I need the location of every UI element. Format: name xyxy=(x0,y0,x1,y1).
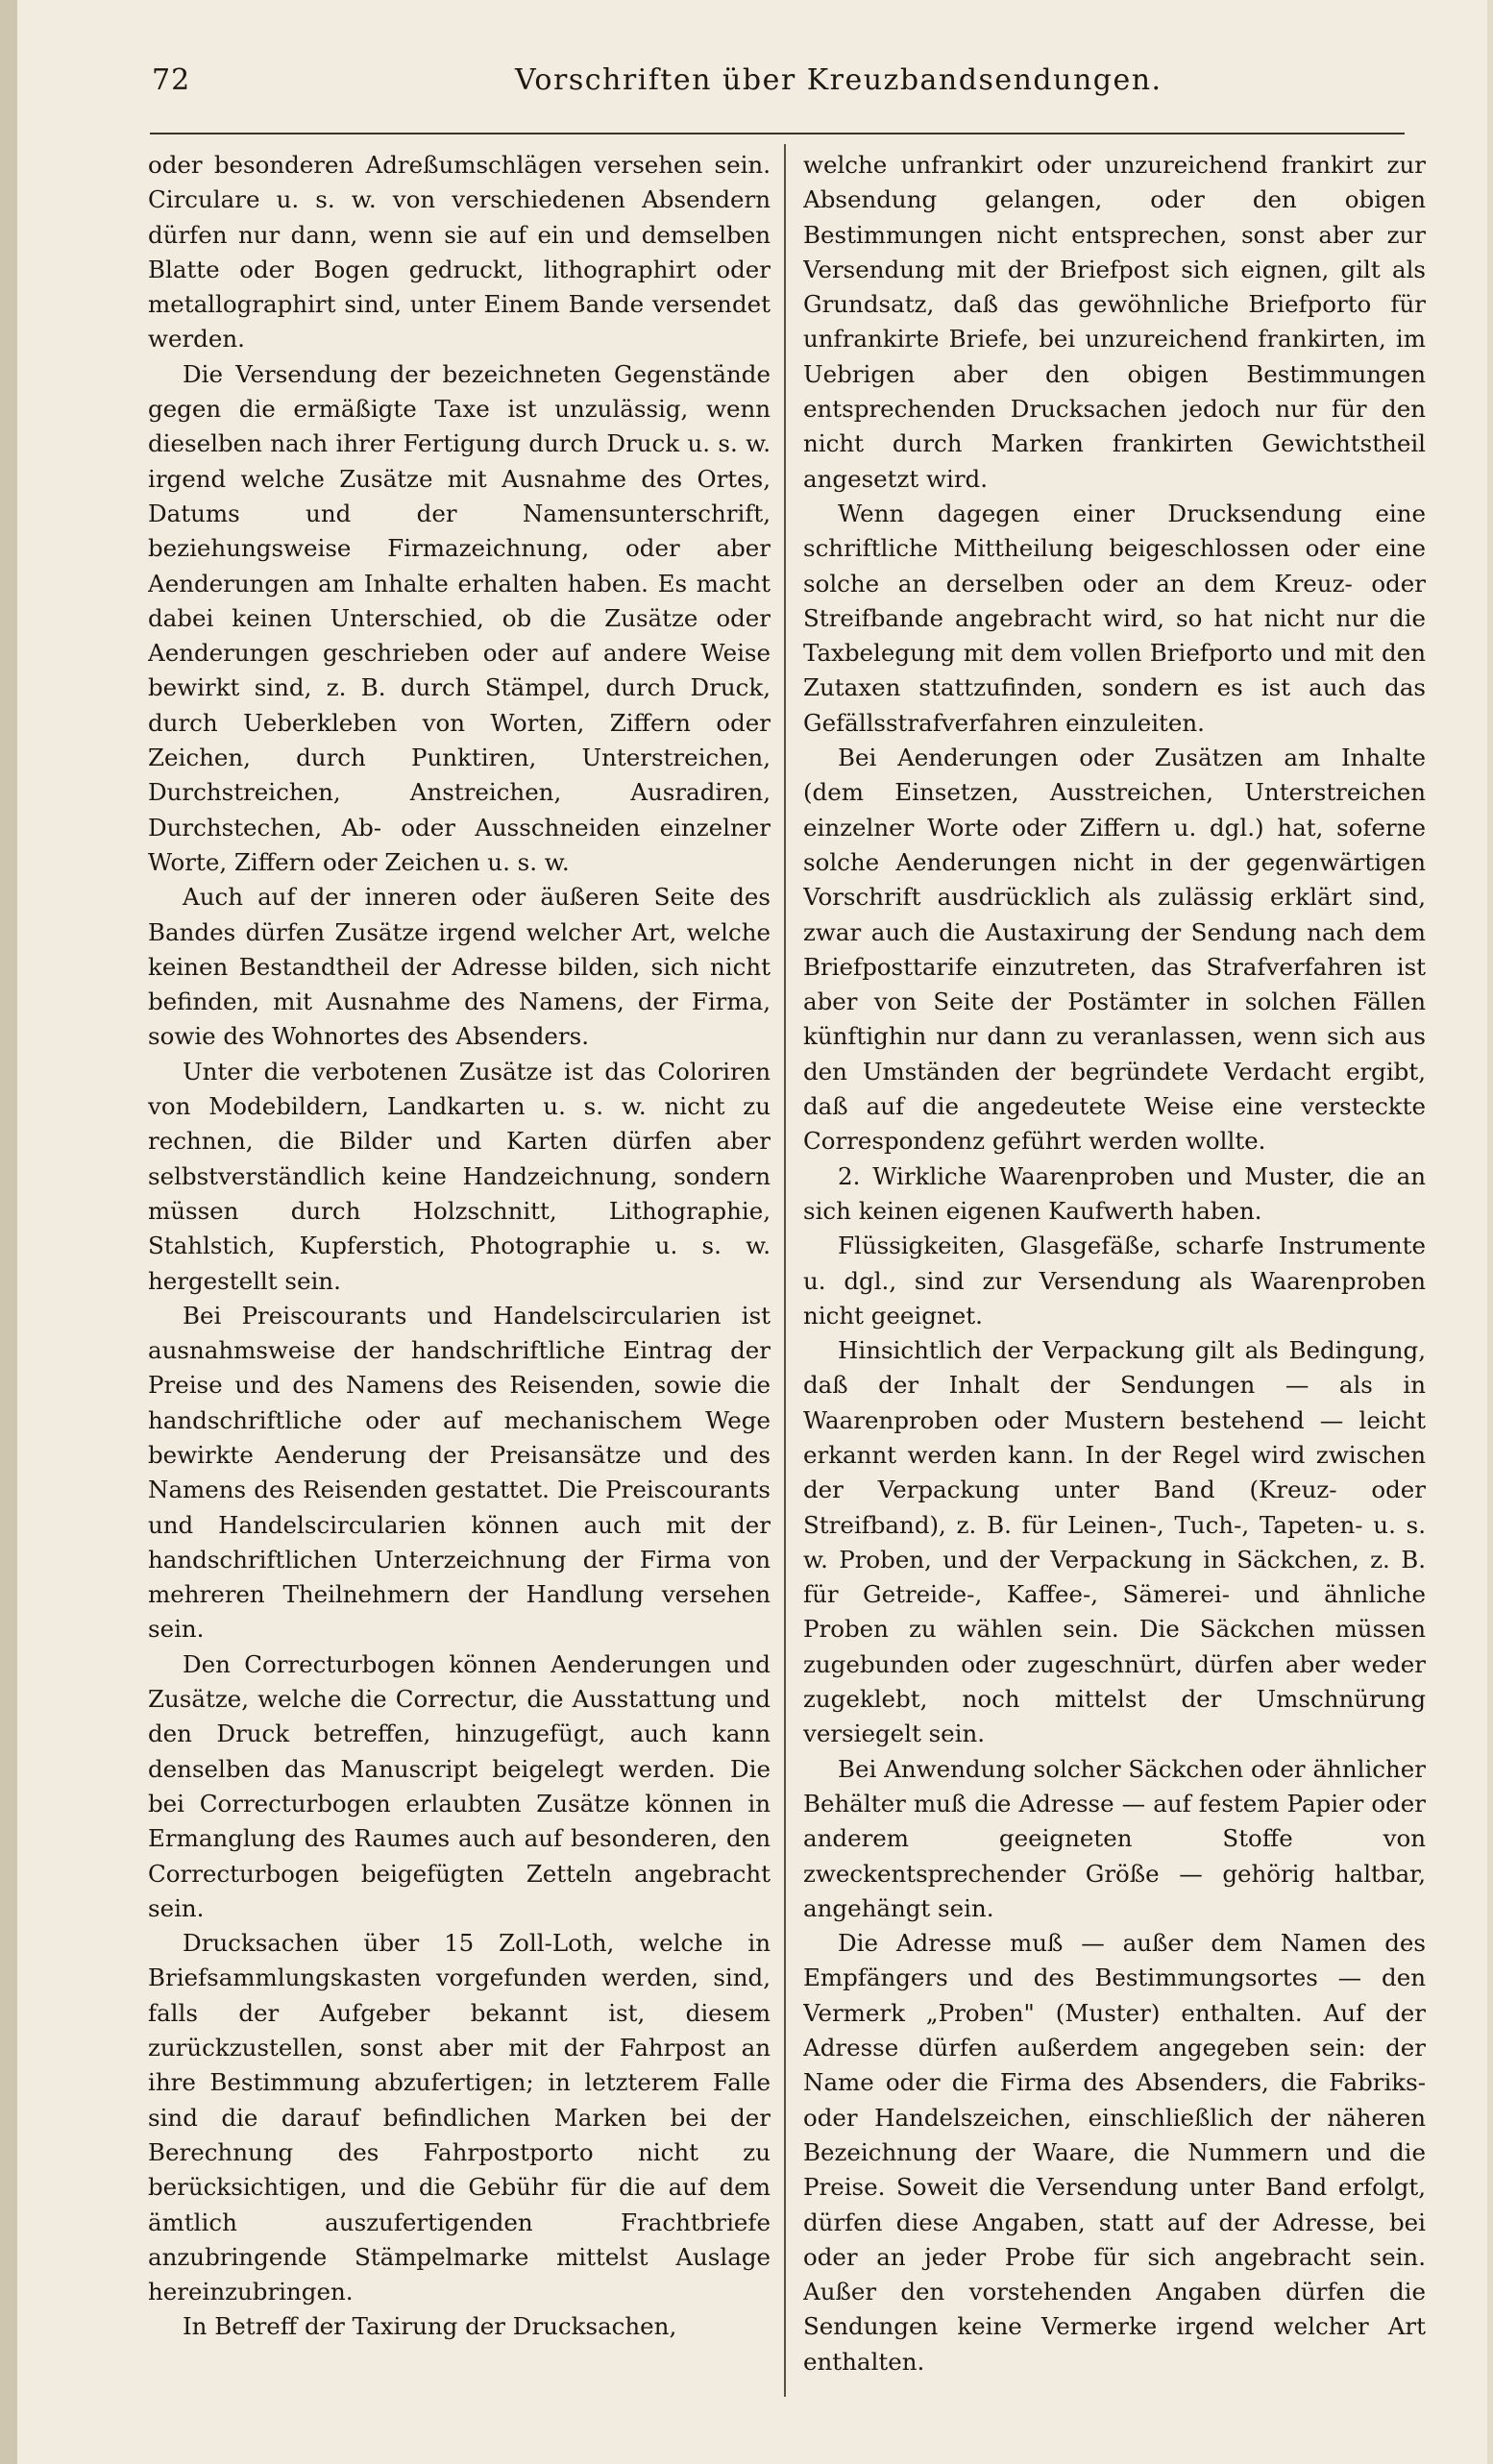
paragraph: Bei Aenderungen oder Zusätzen am Inhalte (dem Einsetzen, Ausstreichen, Unterstreichen einzelner Worte oder Ziffern u. dgl.) hat, soferne solche Aenderungen nicht in der gegenwärtigen Vorschrift ausdrücklich als zulässig erklärt sind, zwar auch die Austaxirung der Sendung nach dem Briefposttarife einzutreten, das Strafverfahren ist aber von Seite der Postämter in solchen Fällen künftighin nur dann zu veranlassen, wenn sich aus den Umständen der begründete Verdacht ergibt, daß auf die angedeutete Weise eine versteckte Correspondenz geführt werden wollte. xyxy=(803,744,1426,1156)
paragraph: welche unfrankirt oder unzureichend frankirt zur Absendung gelangen, oder den obigen Bestimmungen nicht entsprechen, sonst aber zur Versendung mit der Briefpost sich eignen, gilt als Grundsatz, daß das gewöhnliche Briefporto für unfrankirte Briefe, bei unzureichend frankirten, im Uebrigen aber den obigen Bestimmungen entsprechenden Drucksachen jedoch nur für den nicht durch Marken frankirten Gewichtstheil angesetzt wird. xyxy=(803,151,1426,493)
paragraph: Die Adresse muß — außer dem Namen des Empfängers und des Bestimmungsortes — den Vermerk „Proben" (Muster) enthalten. Auf der Adresse dürfen außerdem angegeben sein: der Name oder die Firma des Absenders, die Fabriks- oder Handelszeichen, einschließlich der näheren Bezeichnung der Waare, die Nummern und die Preise. Soweit die Versendung unter Band erfolgt, dürfen diese Angaben, statt auf der Adresse, bei oder an jeder Probe für sich angebracht sein. Außer den vorstehenden Angaben dürfen die Sendungen keine Vermerke irgend welcher Art enthalten. xyxy=(803,1929,1426,2376)
paragraph: Bei Preiscourants und Handelscircularien ist ausnahmsweise der handschriftliche Eintrag der Preise und des Namens des Reisenden, sowie die handschriftliche oder auf mechanischem Wege bewirkte Aenderung der Preisansätze und des Namens des Reisenden gestattet. Die Preiscourants und Handelscircularien können auch mit der handschriftlichen Unterzeichnung der Firma von mehreren Theilnehmern der Handlung versehen sein. xyxy=(148,1301,771,1644)
left-column xyxy=(148,148,771,2396)
page-number: 72 xyxy=(152,63,191,97)
running-head: Vorschriften über Kreuzbandsendungen. xyxy=(515,63,1163,97)
page xyxy=(17,0,1487,2464)
right-column xyxy=(803,148,1426,2396)
paragraph: oder besonderen Adreßumschlägen versehen sein. Circulare u. s. w. von verschiedenen Absendern dürfen nur dann, wenn sie auf ein und demselben Blatte oder Bogen gedruckt, lithographirt oder metallographirt sind, unter Einem Bande versendet werden. xyxy=(148,151,771,354)
paragraph: Drucksachen über 15 Zoll-Loth, welche in Briefsammlungskasten vorgefunden werden, sind, falls der Aufgeber bekannt ist, diesem zurückzustellen, sonst aber mit der Fahrpost an ihre Bestimmung abzufertigen; in letzterem Falle sind die darauf befindlichen Marken bei der Berechnung des Fahrpostporto nicht zu berücksichtigen, und die Gebühr für die auf dem ämtlich auszufertigenden Frachtbriefe anzubringende Stämpelmarke mittelst Auslage hereinzubringen. xyxy=(148,1929,771,2306)
paragraph: In Betreff der Taxirung der Drucksachen, xyxy=(183,2312,677,2341)
paragraph: Auch auf der inneren oder äußeren Seite des Bandes dürfen Zusätze irgend welcher Art, welche keinen Bestandtheil der Adresse bilden, sich nicht befinden, mit Ausnahme des Namens, der Firma, sowie des Wohnortes des Absenders. xyxy=(148,883,771,1051)
paragraph: Den Correcturbogen können Aenderungen und Zusätze, welche die Correctur, die Ausstattung und den Druck betreffen, hinzugefügt, auch kann denselben das Manuscript beigelegt werden. Die bei Correcturbogen erlaubten Zusätze können in Ermanglung des Raumes auch auf besonderen, den Correcturbogen beigefügten Zetteln angebracht sein. xyxy=(148,1649,771,1922)
paragraph: Flüssigkeiten, Glasgefäße, scharfe Instrumente u. dgl., sind zur Versendung als Waarenproben nicht geeignet. xyxy=(803,1232,1426,1330)
paragraph: Die Versendung der bezeichneten Gegenstände gegen die ermäßigte Taxe ist unzulässig, wenn dieselben nach ihrer Fertigung durch Druck u. s. w. irgend welche Zusätze mit Ausnahme des Ortes, Datums und der Namensunterschrift, beziehungsweise Firmazeichnung, oder aber Aenderungen am Inhalte erhalten haben. Es macht dabei keinen Unterschied, ob die Zusätze oder Aenderungen geschrieben oder auf andere Weise bewirkt sind, z. B. durch Stämpel, durch Druck, durch Ueberkleben von Worten, Ziffern oder Zeichen, durch Punktiren, Unterstreichen, Durchstreichen, Anstreichen, Ausradiren, Durchstechen, Ab- oder Ausschneiden einzelner Worte, Ziffern oder Zeichen u. s. w. xyxy=(148,359,771,876)
paragraph: Wenn dagegen einer Drucksendung eine schriftliche Mittheilung beigeschlossen oder eine solche an derselben oder an dem Kreuz- oder Streifbande angebracht wird, so hat nicht nur die Taxbelegung mit dem vollen Briefporto und mit den Zutaxen stattzufinden, sondern es ist auch das Gefällsstrafverfahren einzuleiten. xyxy=(803,499,1426,737)
paragraph: Hinsichtlich der Verpackung gilt als Bedingung, daß der Inhalt der Sendungen — als in Waarenproben oder Mustern bestehend — leicht erkannt werden kann. In der Regel wird zwischen der Verpackung unter Band (Kreuz- oder Streifband), z. B. für Leinen-, Tuch-, Tapeten- u. s. w. Proben, und der Verpackung in Säckchen, z. B. für Getreide-, Kaffee-, Sämerei- und ähnliche Proben zu wählen sein. Die Säckchen müssen zugebunden oder zugeschnürt, dürfen aber weder zugeklebt, noch mittelst der Umschnürung versiegelt sein. xyxy=(803,1336,1426,1748)
column-divider xyxy=(784,144,786,2397)
header-rule xyxy=(150,133,1405,134)
page-edge xyxy=(0,0,17,2464)
paragraph: Unter die verbotenen Zusätze ist das Coloriren von Modebildern, Landkarten u. s. w. nicht zu rechnen, die Bilder und Karten dürfen aber selbstverständlich keine Handzeichnung, sondern müssen durch Holzschnitt, Lithographie, Stahlstich, Kupferstich, Photographie u. s. w. hergestellt sein. xyxy=(148,1057,771,1295)
paragraph: 2. Wirkliche Waarenproben und Muster, die an sich keinen eigenen Kaufwerth haben. xyxy=(803,1161,1426,1225)
paragraph: Bei Anwendung solcher Säckchen oder ähnlicher Behälter muß die Adresse — auf festem Papier oder anderem geeigneten Stoffe von zweckentsprechender Größe — gehörig haltbar, angehängt sein. xyxy=(803,1754,1426,1922)
